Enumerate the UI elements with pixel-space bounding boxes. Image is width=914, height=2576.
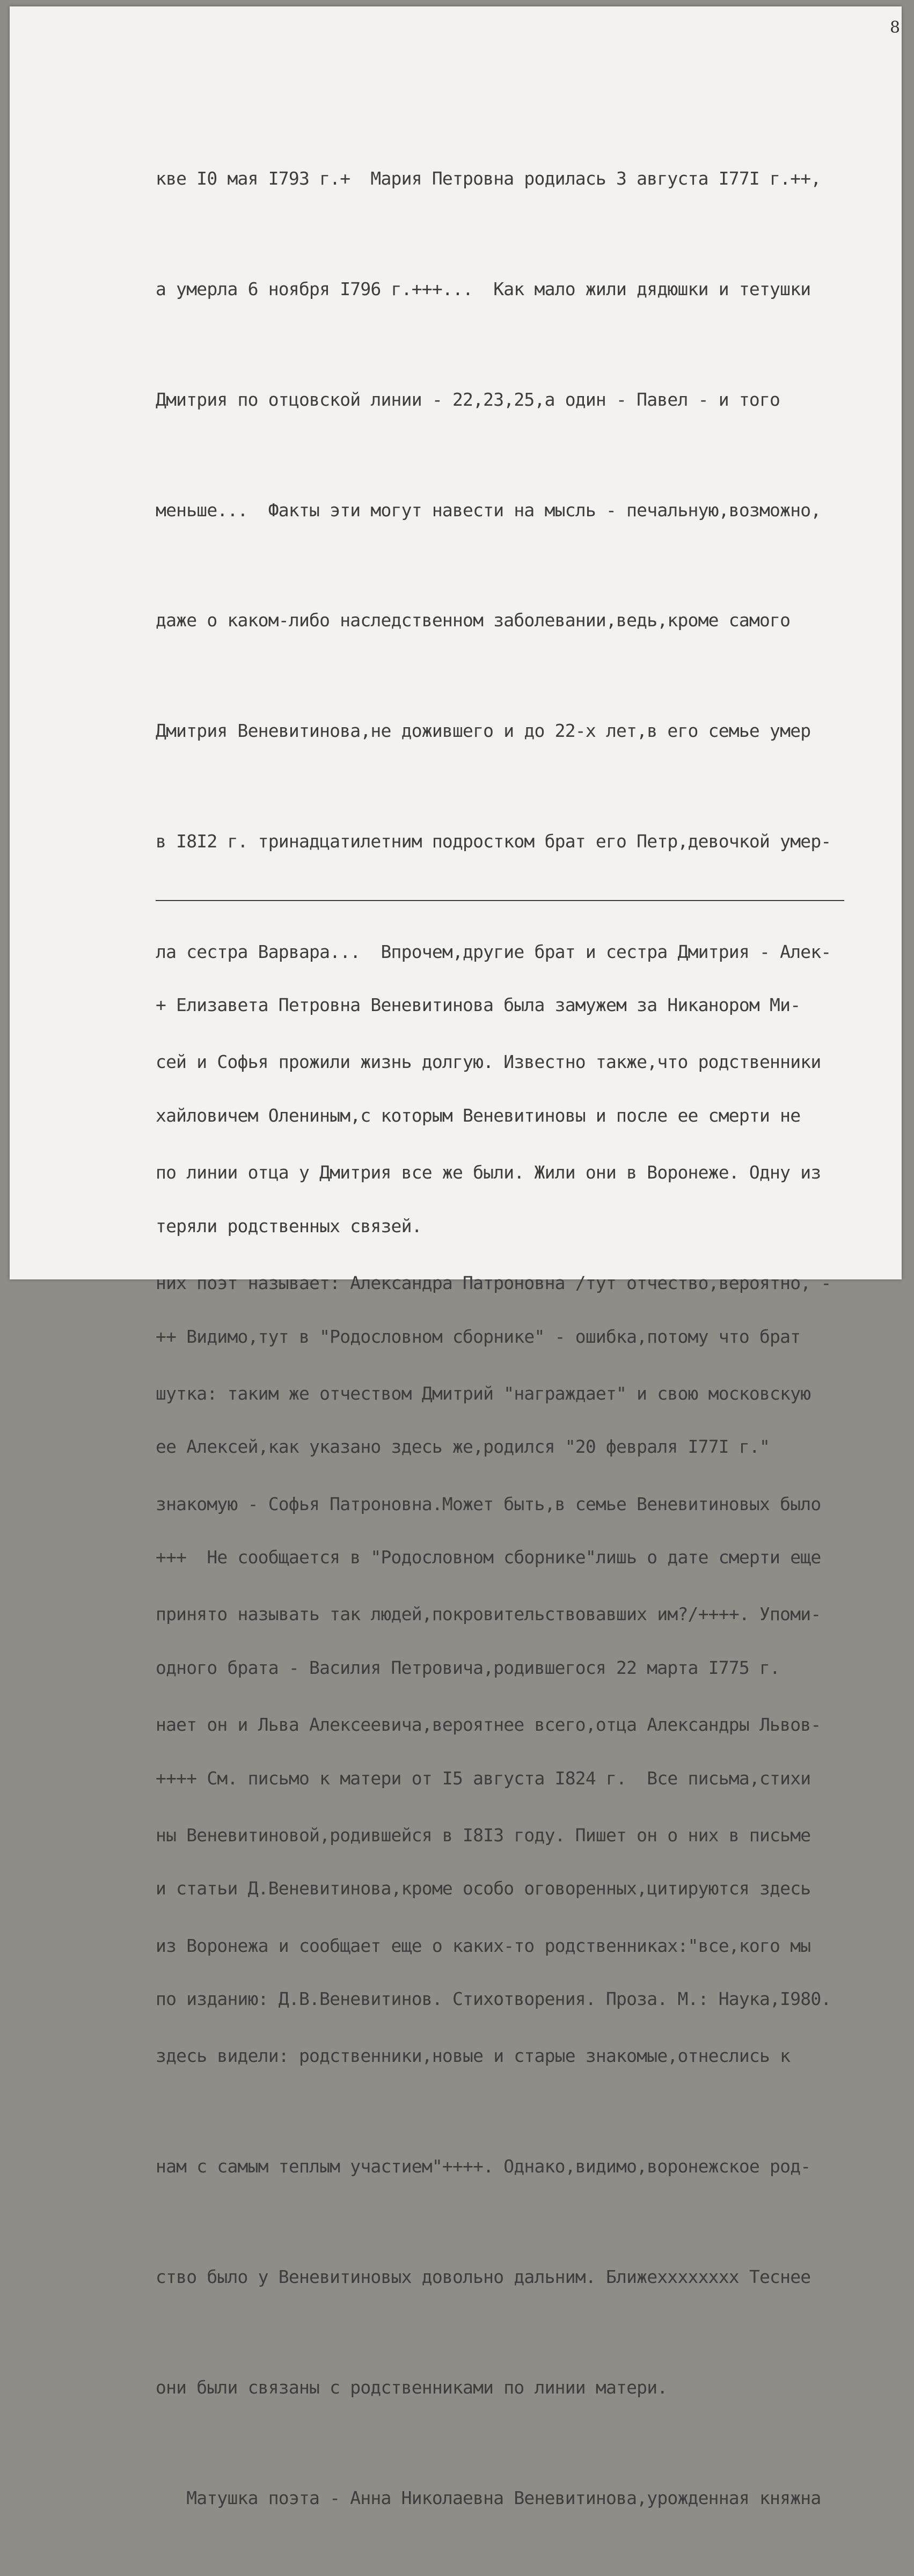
- text-line: ство было у Веневитиновых довольно дальним. Ближехххххххх Теснее: [156, 2266, 811, 2288]
- text-line: в I8I2 г. тринадцатилетним подростком брат его Петр,девочкой умер-: [156, 830, 831, 852]
- footnote-separator: [156, 900, 844, 901]
- footnote-line: теряли родственных связей.: [156, 1215, 422, 1236]
- footnote-line: одного брата - Василия Петровича,родившегося 22 марта I775 г.: [156, 1657, 780, 1678]
- text-line: шутка: таким же отчеством Дмитрий "награждает" и свою московскую: [156, 1382, 811, 1404]
- footnotes: [156, 913, 907, 2091]
- text-line: Дмитрия Веневитинова,не дожившего и до 22-х лет,в его семье умер: [156, 720, 811, 742]
- footnote-line: + Елизавета Петровна Веневитинова была замужем за Никанором Ми-: [156, 994, 801, 1016]
- footnote-line: хайловичем Олениным,с которым Веневитиновы и после ее смерти не: [156, 1104, 801, 1126]
- text-line: знакомую - Софья Патроновна.Может быть,в семье Веневитиновых было: [156, 1493, 821, 1514]
- footnote-line: ++ Видимо,тут в "Родословном сборнике" - ошибка,потому что брат: [156, 1326, 801, 1347]
- text-line: нам с самым теплым участием"++++. Однако,видимо,воронежское род-: [156, 2156, 811, 2177]
- text-line: Матушка поэта - Анна Николаевна Веневитинова,урожденная княжна: [156, 2487, 821, 2508]
- text-line: принято называть так людей,покровительствовавших им?/++++. Упоми-: [156, 1604, 821, 1625]
- typewritten-page: [10, 6, 902, 2508]
- text-line: из Воронежа и сообщает еще о каких-то родственниках:"все,кого мы: [156, 1935, 811, 1956]
- text-line: а умерла 6 ноября I796 г.+++... Как мало жили дядюшки и тетушки: [156, 278, 811, 299]
- text-line: кве I0 мая I793 г.+ Мария Петровна родилась 3 августа I77I г.++,: [156, 168, 821, 189]
- text-line: ла сестра Варвара... Впрочем,другие брат и сестра Дмитрия - Алек-: [156, 941, 831, 962]
- text-line: по линии отца у Дмитрия все же были. Жили они в Воронеже. Одну из: [156, 1162, 821, 1183]
- footnote-line: ++++ См. письмо к матери от I5 августа I824 г. Все письма,стихи: [156, 1767, 811, 1789]
- footnote-line: и статьи Д.Веневитинова,кроме особо оговоренных,цитируются здесь: [156, 1878, 811, 1899]
- text-line: нает он и Льва Алексеевича,вероятнее всего,отца Александры Львов-: [156, 1714, 821, 1736]
- text-line: меньше... Факты эти могут навести на мысль - печальную,возможно,: [156, 499, 821, 521]
- footnote-line: +++ Не сообщается в "Родословном сборнике"лишь о дате смерти еще: [156, 1547, 821, 1568]
- text-line: они были связаны с родственниками по линии матери.: [156, 2376, 668, 2398]
- footnote-line: по изданию: Д.В.Веневитинов. Стихотворения. Проза. М.: Наука,I980.: [156, 1988, 831, 2010]
- text-line: ны Веневитиновой,родившейся в I8I3 году. Пишет он о них в письме: [156, 1824, 811, 1846]
- footnote-line: ее Алексей,как указано здесь же,родился "20 февраля I77I г.": [156, 1436, 770, 1458]
- text-line: сей и Софья прожили жизнь долгую. Известно также,что родственники: [156, 1051, 821, 1073]
- page-number: 8: [890, 18, 901, 37]
- text-line: даже о каком-либо наследственном заболевании,ведь,кроме самого: [156, 610, 791, 631]
- text-line: здесь видели: родственники,новые и старые знакомые,отнеслись к: [156, 2045, 791, 2067]
- text-line: Дмитрия по отцовской линии - 22,23,25,а один - Павел - и того: [156, 389, 780, 410]
- text-line: них поэт называет: Александра Патроновна /тут отчество,вероятно, -: [156, 1272, 831, 1293]
